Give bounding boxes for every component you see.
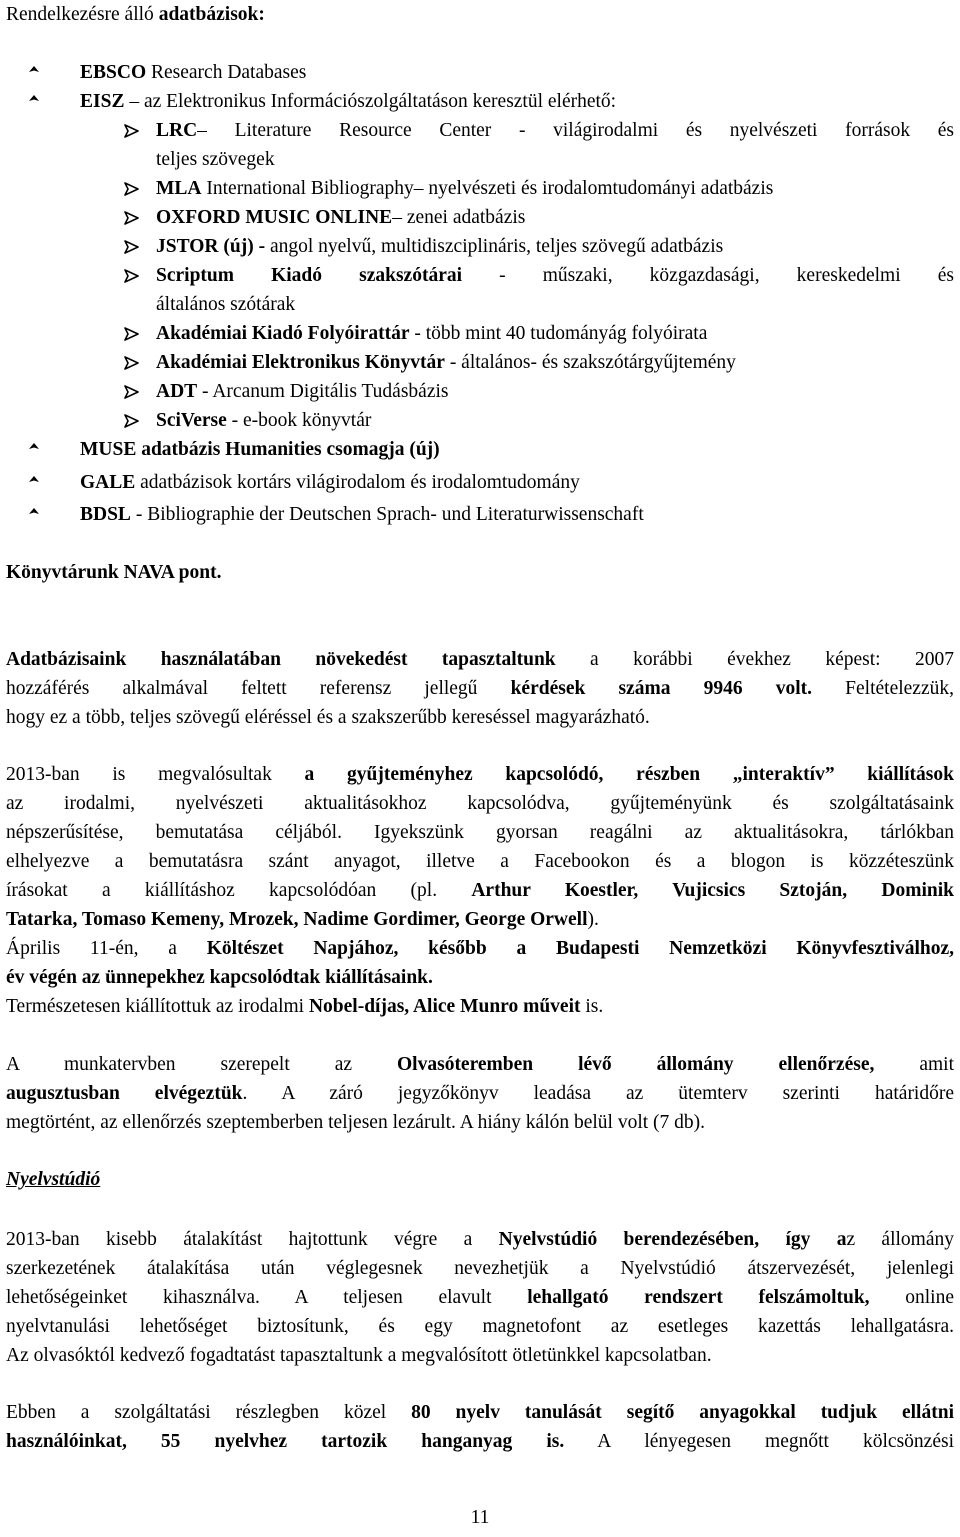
- paragraph-languagestudio-line-1: 2013-ban kisebb átalakítást hajtottunk végre a Nyelvstúdió berendezésében, így az állomány: [6, 1229, 954, 1250]
- section-title-nyelvstudio: Nyelvstúdió: [6, 1169, 101, 1190]
- nava-statement: Könyvtárunk NAVA pont.: [6, 562, 222, 583]
- paragraph-exhibitions-line-7: Április 11-én, a Költészet Napjához, később a Budapesti Nemzetközi Könyvfesztiválhoz,: [6, 938, 955, 959]
- sub-item-jstor: JSTOR (új) - angol nyelvű, multidiszciplináris, teljes szövegű adatbázis: [156, 236, 724, 257]
- heading-bold-text: adatbázisok:: [158, 4, 265, 25]
- paragraph-exhibitions-line-9: Természetesen kiállítottuk az irodalmi Nobel-díjas, Alice Munro műveit is.: [6, 996, 604, 1017]
- paragraph-usage-line-2: hozzáférés alkalmával feltett referensz jellegű kérdések száma 9946 volt. Feltételezzük,: [6, 678, 954, 699]
- paragraph-exhibitions-line-1: 2013-ban is megvalósultak a gyűjteményhez kapcsolódó, részben „interaktív” kiállítások: [6, 764, 954, 785]
- bullet-icon: [28, 506, 40, 518]
- paragraph-usage-line-3: hogy ez a több, teljes szövegű eléréssel és a szakszerűbb kereséssel magyarázható.: [6, 707, 650, 728]
- bullet-eisz: EISZ – az Elektronikus Információszolgáltatáson keresztül elérhető:: [80, 91, 617, 112]
- bullet-icon: [28, 93, 40, 105]
- arrow-bullet-icon: [123, 384, 141, 400]
- sub-item-akademiai-folyoirattar: Akadémiai Kiadó Folyóirattár - több mint 40 tudományág folyóirata: [156, 323, 708, 344]
- bullet-icon: [28, 474, 40, 486]
- paragraph-inventory-line-3: megtörtént, az ellenőrzés szeptemberben teljesen lezárult. A hiány kálón belül volt (7 db).: [6, 1112, 706, 1133]
- paragraph-exhibitions-line-2: az irodalmi, nyelvészeti aktualitásokhoz kapcsolódva, gyűjteményünk és szolgáltatásaink: [6, 793, 954, 814]
- paragraph-materials-line-1: Ebben a szolgáltatási részlegben közel 80 nyelv tanulását segítő anyagokkal tudjuk ellátni: [6, 1402, 954, 1423]
- heading-text: Rendelkezésre álló: [6, 4, 159, 25]
- bullet-ebsco: EBSCO Research Databases: [80, 62, 307, 83]
- arrow-bullet-icon: [123, 268, 141, 284]
- page-number: 11: [470, 1507, 490, 1528]
- sub-item-adt: ADT - Arcanum Digitális Tudásbázis: [156, 381, 449, 402]
- bullet-muse: MUSE adatbázis Humanities csomagja (új): [80, 439, 440, 460]
- arrow-bullet-icon: [123, 239, 141, 255]
- bullet-bdsl: BDSL - Bibliographie der Deutschen Sprach- und Literaturwissenschaft: [80, 504, 644, 525]
- paragraph-exhibitions-line-4: elhelyezve a bemutatásra szánt anyagot, illetve a Facebookon és a blogon is közzéteszünk: [6, 851, 954, 872]
- paragraph-languagestudio-line-3: lehetőségeinket kihasználva. A teljesen elavult lehallgató rendszert felszámoltuk, online: [6, 1287, 954, 1308]
- paragraph-languagestudio-line-5: Az olvasóktól kedvező fogadtatást tapasztaltunk a megvalósított ötletünkkel kapcsolatban.: [6, 1345, 712, 1366]
- arrow-bullet-icon: [123, 355, 141, 371]
- paragraph-exhibitions-line-8: év végén az ünnepekhez kapcsolódtak kiállításaink.: [6, 967, 433, 988]
- sub-item-scriptum-cont: általános szótárak: [156, 294, 296, 315]
- sub-item-akademiai-konyvtar: Akadémiai Elektronikus Könyvtár - általános- és szakszótárgyűjtemény: [156, 352, 736, 373]
- paragraph-exhibitions-line-6: Tatarka, Tomaso Kemeny, Mrozek, Nadime Gordimer, George Orwell).: [6, 909, 599, 930]
- paragraph-inventory-line-2: augusztusban elvégeztük. A záró jegyzőkönyv leadása az ütemterv szerinti határidőre: [6, 1083, 955, 1104]
- arrow-bullet-icon: [123, 326, 141, 342]
- databases-heading: [6, 0, 265, 30]
- bullet-gale: GALE adatbázisok kortárs világirodalom és irodalomtudomány: [80, 472, 580, 493]
- arrow-bullet-icon: [123, 181, 141, 197]
- sub-item-oxford: OXFORD MUSIC ONLINE– zenei adatbázis: [156, 207, 526, 228]
- paragraph-exhibitions-line-3: népszerűsítése, bemutatása céljából. Igyekszünk gyorsan reagálni az aktualitásokra, tárlókban: [6, 822, 954, 843]
- sub-item-scriptum: Scriptum Kiadó szakszótárai - műszaki, közgazdasági, kereskedelmi és: [156, 265, 954, 286]
- sub-item-sciverse: SciVerse - e-book könyvtár: [156, 410, 372, 431]
- arrow-bullet-icon: [123, 210, 141, 226]
- paragraph-languagestudio-line-2: szerkezetének átalakítása után véglegesnek nevezhetjük a Nyelvstúdió átszervezését, jelenlegi: [6, 1258, 954, 1279]
- bullet-icon: [28, 441, 40, 453]
- sub-item-lrc: LRC– Literature Resource Center - világirodalmi és nyelvészeti források és: [156, 120, 954, 141]
- paragraph-inventory-line-1: A munkatervben szerepelt az Olvasóteremben lévő állomány ellenőrzése, amit: [6, 1054, 954, 1075]
- arrow-bullet-icon: [123, 123, 141, 139]
- paragraph-materials-line-2: használóinkat, 55 nyelvhez tartozik hanganyag is. A lényegesen megnőtt kölcsönzési: [6, 1431, 954, 1452]
- paragraph-usage-line-1: Adatbázisaink használatában növekedést tapasztaltunk a korábbi évekhez képest: 2007: [6, 649, 954, 670]
- arrow-bullet-icon: [123, 413, 141, 429]
- paragraph-languagestudio-line-4: nyelvtanulási lehetőséget biztosítunk, és egy magnetofont az esetleges kazettás lehallgatásra.: [6, 1316, 954, 1337]
- bullet-icon: [28, 64, 40, 76]
- sub-item-lrc-cont: teljes szövegek: [156, 149, 275, 170]
- paragraph-exhibitions-line-5: írásokat a kiállításhoz kapcsolódóan (pl. Arthur Koestler, Vujicsics Sztoján, Dominik: [6, 880, 954, 901]
- sub-item-mla: MLA International Bibliography– nyelvészeti és irodalomtudományi adatbázis: [156, 178, 774, 199]
